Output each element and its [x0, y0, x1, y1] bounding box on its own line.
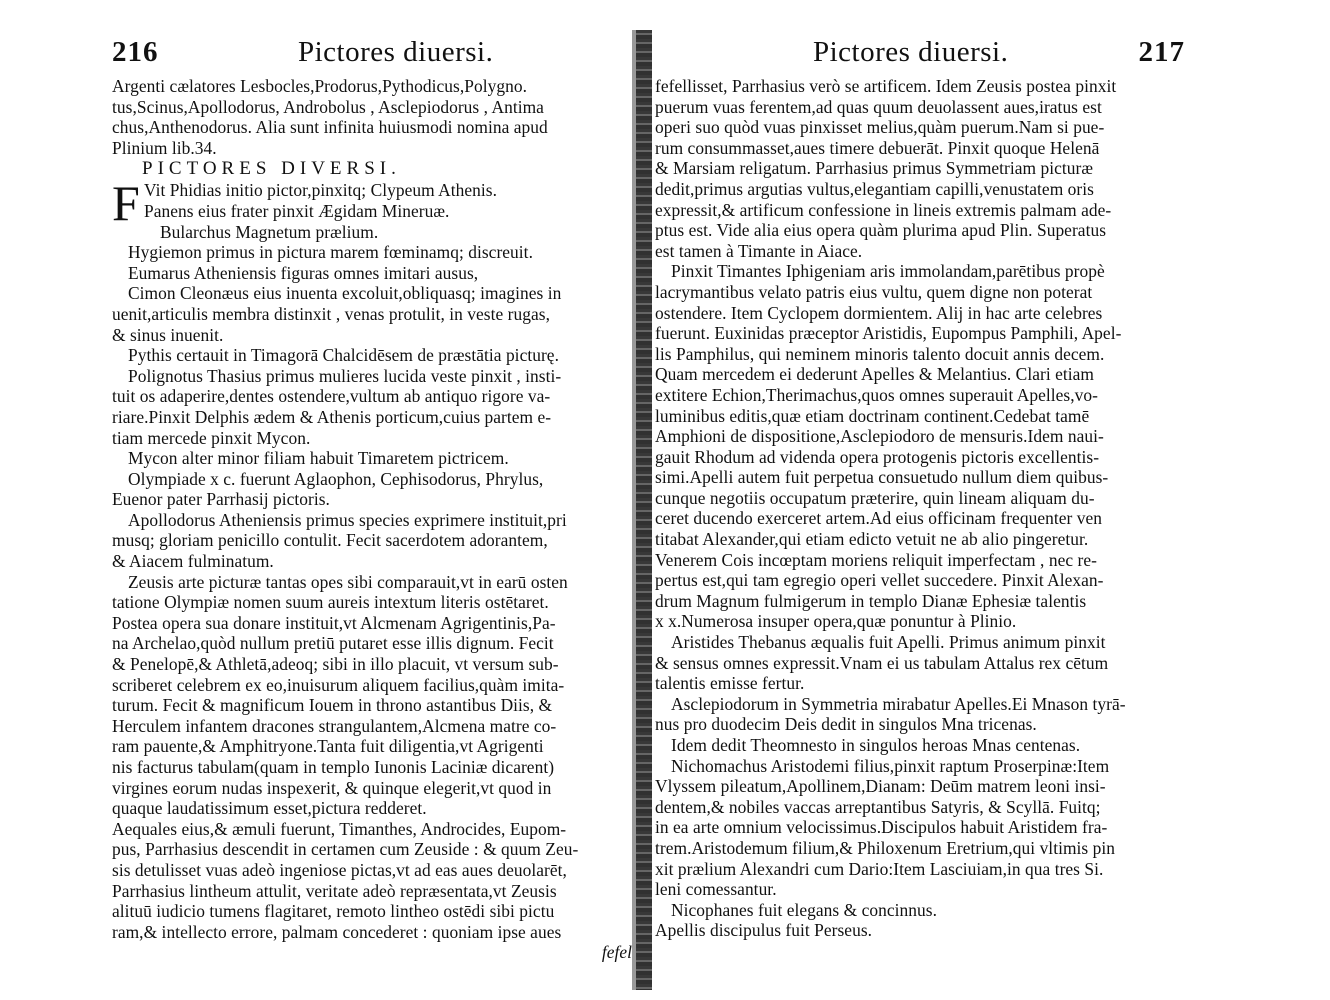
text-line: Quam mercedem ei dederunt Apelles & Melantius. Clari etiam — [655, 364, 1094, 385]
text-line: Plinium lib.34. — [112, 137, 217, 158]
text-line: tuit os adaperire,dentes ostendere,vultum ab antiquo rigore va- — [112, 386, 551, 407]
text-line: na Archelao,quòd nullum pretiū putaret esse illis dignum. Fecit — [112, 633, 554, 654]
text-line: tus,Scinus,Apollodorus, Androbolus , Asclepiodorus , Antima — [112, 96, 544, 117]
left-running-head: Pictores diuersi. — [298, 36, 494, 68]
text-line: Pinxit Timantes Iphigeniam aris immolandam,parētibus propè — [671, 261, 1105, 282]
section-heading: PICTORES DIVERSI. — [142, 158, 401, 180]
text-line: & sensus omnes expressit.Vnam ei us tabulam Attalus rex cētum — [655, 652, 1109, 673]
right-page — [655, 0, 1185, 1000]
text-line: lacrymantibus velato patris eius vultu, quem digne non poterat — [655, 281, 1093, 302]
text-line: dedit,primus argutias vultus,elegantiam capilli,venustatem oris — [655, 178, 1094, 199]
left-page-header — [112, 36, 632, 76]
catchword: fefel — [601, 942, 632, 963]
right-page-number: 217 — [1138, 36, 1185, 68]
text-line: uenit,articulis membra distinxit , venas protulit, in veste rugas, — [112, 303, 550, 324]
text-line: Vlyssem pileatum,Apollinem,Dianam: Deūm matrem leoni insi- — [655, 776, 1106, 797]
text-line: Argenti cælatores Lesbocles,Prodorus,Pythodicus,Polygno. — [112, 76, 527, 96]
text-line: quaque laudatissimum esset,pictura redderet. — [112, 798, 427, 819]
text-line: rum consummasset,aues timere debuerāt. Pinxit quoque Helenā — [655, 137, 1100, 158]
book-gutter — [636, 30, 652, 990]
text-line: Eumarus Atheniensis figuras omnes imitari ausus, — [128, 262, 479, 283]
text-line: Aequales eius,& æmuli fuerunt, Timanthes, Androcides, Eupom- — [112, 818, 567, 839]
text-line: est tamen à Timante in Aiace. — [655, 240, 863, 261]
text-line: pertus est,qui tam egregio operi vellet succedere. Pinxit Alexan- — [655, 570, 1104, 591]
text-line: luminibus editis,quæ etiam doctrinam continent.Cedebat tamē — [655, 405, 1090, 426]
drop-cap: F — [112, 175, 140, 232]
text-line: trem.Aristodemum filium,& Philoxenum Eretrium,qui vltimis pin — [655, 837, 1116, 858]
text-line: Herculem infantem dracones strangulantem,Alcmena matre co- — [112, 715, 557, 736]
text-line: pus, Parrhasius descendit in certamen cum Zeuside : & quum Zeu- — [112, 839, 579, 860]
text-line: Cimon Cleonæus eius inuenta excoluit,obliquasq; imagines in — [128, 283, 562, 304]
left-page-body — [112, 76, 632, 963]
text-line: Postea opera sua donare instituit,vt Alcmenam Agrigentinis,Pa- — [112, 612, 556, 633]
text-line: & Aiacem fulminatum. — [112, 551, 274, 572]
left-page-number: 216 — [112, 36, 159, 68]
text-line: nis facturus tabulam(quam in templo Iunonis Laciniæ dicarent) — [112, 757, 555, 777]
text-line: Apellis discipulus fuit Perseus. — [655, 920, 873, 941]
text-line: Apollodorus Atheniensis primus species exprimere instituit,pri — [128, 509, 567, 530]
text-line: musq; gloriam penicillo contulit. Fecit sacerdotem adorantem, — [112, 530, 548, 551]
text-line: Euenor pater Parrhasij pictoris. — [112, 489, 330, 510]
text-line: tatione Olympiæ nomen suum aureis intextum literis ostētaret. — [112, 592, 549, 613]
text-line: fuerunt. Euxinidas præceptor Aristidis, Eupompus Pamphili, Apel- — [655, 323, 1122, 344]
text-line: drum Magnum fulmigerum in templo Dianæ Ephesiæ talentis — [655, 590, 1087, 611]
text-line: alituū iudicio tumens flagitaret, remoto lintheo ostēdi sibi pictu — [112, 901, 555, 922]
text-line: gauit Rhodum ad videnda opera protogenis pictoris excellentis- — [655, 446, 1100, 467]
text-line: ceret ducendo exerceret artem.Ad eius officinam frequenter ven — [655, 508, 1102, 529]
text-line: Bularchus Magnetum prælium. — [160, 221, 379, 242]
text-line: & sinus inuenit. — [112, 324, 224, 345]
text-line: x x.Numerosa insuper opera,quæ ponuntur à Plinio. — [655, 611, 1017, 632]
text-line: ram pauente,& Amphitryone.Tanta fuit diligentia,vt Agrigenti — [112, 736, 544, 757]
right-page-header — [655, 36, 1185, 76]
text-line: turum. Fecit & magnificum Iouem in throno astantibus Diis, & — [112, 695, 553, 716]
text-line: Amphioni de dispositione,Asclepiodoro de mensuris.Idem naui- — [655, 426, 1104, 447]
text-line: riare.Pinxit Delphis ædem & Athenis porticum,cuius partem e- — [112, 406, 552, 427]
text-line: virgines eorum nudas inspexerit, & quinque elegerit,vt quod in — [112, 777, 552, 798]
text-line: Mycon alter minor filiam habuit Timaretem pictricem. — [128, 448, 509, 469]
text-line: expressit,& artificum confessione in lineis extremis palmam ade- — [655, 199, 1112, 220]
text-line: Olympiade x c. fuerunt Aglaophon, Cephisodorus, Phrylus, — [128, 468, 544, 489]
text-line: extitere Echion,Therimachus,quos omnes superauit Apelles,vo- — [655, 384, 1098, 405]
text-line: Venerem Cois incœptam moriens reliquit imperfectam , nec re- — [655, 549, 1097, 570]
text-line: Zeusis arte picturæ tantas opes sibi comparauit,vt in earū osten — [128, 571, 568, 592]
text-line: ostendere. Item Cyclopem dormientem. Alij in hac arte celebres — [655, 302, 1103, 323]
text-line: operi suo quòd vuas pinxisset melius,quàm puerum.Nam si pue- — [655, 117, 1105, 138]
text-line: Hygiemon primus in pictura marem fœminamq; discreuit. — [128, 242, 533, 263]
text-line: Idem dedit Theomnesto in singulos heroas Mnas centenas. — [671, 735, 1081, 755]
text-line: nus pro duodecim Deis dedit in singulos Mna tricenas. — [655, 714, 1037, 735]
text-line: Nicophanes fuit elegans & concinnus. — [671, 899, 937, 920]
text-line: ram,& intellecto errore, palmam concederet : quoniam ipse aues — [112, 921, 562, 942]
text-line: in ea arte omnium velocissimus.Discipulos habuit Aristidem fra- — [655, 817, 1108, 838]
text-line: Panens eius frater pinxit Ægidam Mineruæ. — [144, 200, 450, 221]
text-line: tiam mercede pinxit Mycon. — [112, 427, 311, 448]
text-line: & Marsiam religatum. Parrhasius primus Symmetriam picturæ — [655, 158, 1094, 179]
text-line: Asclepiodorum in Symmetria mirabatur Apelles.Ei Mnason tyrā- — [671, 693, 1126, 714]
text-line: Pythis certauit in Timagorā Chalcidēsem de præstātia picturę. — [128, 345, 559, 366]
right-page-body — [655, 76, 1185, 941]
text-line: talentis emisse fertur. — [655, 673, 805, 694]
text-line: Vit Phidias initio pictor,pinxitq; Clypeum Athenis. — [144, 180, 497, 201]
text-line: fefellisset, Parrhasius verò se artificem. Idem Zeusis postea pinxit — [655, 76, 1117, 96]
text-line: Aristides Thebanus æqualis fuit Apelli. Primus animum pinxit — [671, 632, 1106, 653]
text-line: simi.Apelli autem fuit perpetua consuetudo nullum diem quibus- — [655, 467, 1109, 488]
text-line: chus,Anthenodorus. Alia sunt infinita huiusmodi nomina apud — [112, 117, 548, 138]
text-line: Parrhasius lintheum attulit, veritate adeò repræsentata,vt Zeusis — [112, 880, 557, 901]
text-line: ptus est. Vide alia eius opera quàm plurima apud Plin. Superatus — [655, 220, 1107, 241]
text-line: & Penelopē,& Athletā,adeoq; sibi in illo placuit, vt versum sub- — [112, 654, 559, 675]
text-line: lis Pamphilus, qui neminem minoris talento docuit annis decem. — [655, 343, 1105, 364]
text-line: titabat Alexander,qui etiam edicto vetuit ne ab alio pingeretur. — [655, 529, 1089, 550]
text-line: Polignotus Thasius primus mulieres lucida veste pinxit , insti- — [128, 365, 562, 386]
text-line: scriberet celebrem ex eo,inuisurum aliquem facilius,quàm imita- — [112, 674, 565, 695]
text-line: dentem,& nobiles vaccas arreptantibus Satyris, & Scyllā. Fuitq; — [655, 796, 1101, 817]
left-page — [112, 0, 632, 1000]
text-line: xit prælium Alexandri cum Dario:Item Lasciuiam,in qua tres Si. — [655, 858, 1104, 879]
text-line: leni comessantur. — [655, 879, 777, 900]
text-line: cunque negotiis occupatum præterire, quin lineam aliquam du- — [655, 487, 1095, 508]
text-line: sis detulisset vuas adeò ingeniose pictas,vt ad eas aues deuolarēt, — [112, 859, 567, 880]
text-line: puerum vuas ferentem,ad quas quum deuolassent aues,iratus est — [655, 96, 1102, 117]
right-running-head: Pictores diuersi. — [813, 36, 1009, 68]
text-line: Nichomachus Aristodemi filius,pinxit raptum Proserpinæ:Item — [671, 755, 1110, 776]
